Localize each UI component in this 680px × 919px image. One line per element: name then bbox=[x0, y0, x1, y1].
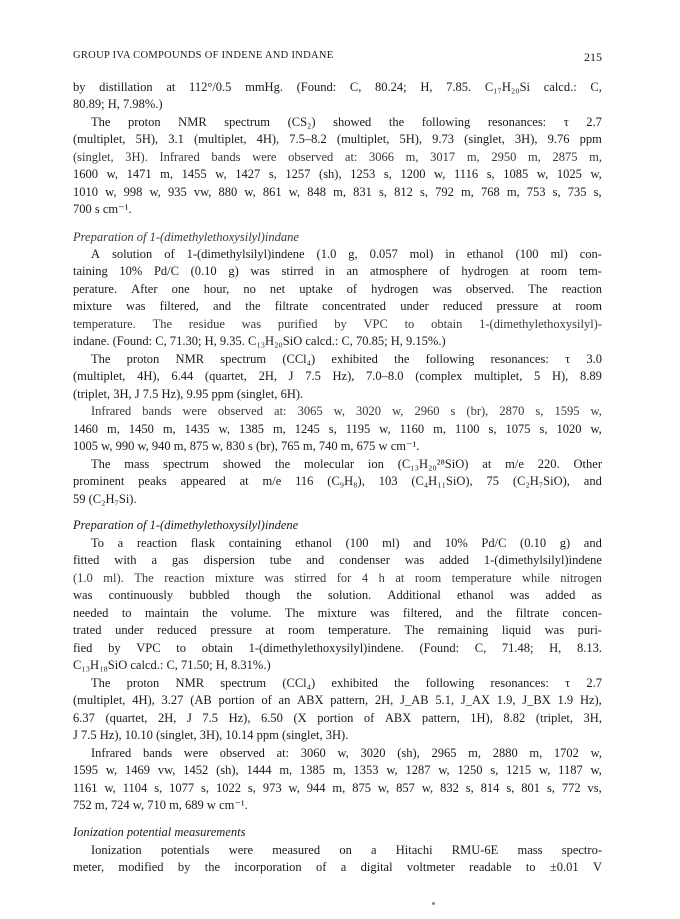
text-line: (multiplet, 4H), 6.44 (quartet, 2H, J 7.5 Hz), 7.0–8.0 (complex multiplet, 5 H), 8.89 bbox=[73, 369, 602, 383]
text-line: fied by VPC to obtain 1-(dimethylethoxysilyl)indene. (Found: C, 71.48; H, 8.13. bbox=[73, 641, 602, 655]
text-line: (singlet, 3H). Infrared bands were observed at: 3066 m, 3017 m, 2950 m, 2875 m, bbox=[73, 150, 602, 164]
text-line: perature. After one hour, no net uptake of hydrogen was observed. The reaction bbox=[73, 282, 602, 296]
text-line: 6.37 (quartet, 2H, J 7.5 Hz), 6.50 (X portion of ABX pattern, 1H), 8.82 (triplet, 3H, bbox=[73, 711, 602, 725]
section-heading: Preparation of 1-(dimethylethoxysilyl)indene bbox=[73, 518, 299, 532]
running-head: GROUP IVA COMPOUNDS OF INDENE AND INDANE bbox=[73, 50, 334, 61]
text-line: 59 (C₂H₇Si). bbox=[73, 492, 137, 506]
text-line: (multiplet, 4H), 3.27 (AB portion of an ABX pattern, 2H, J_AB 5.1, J_AX 1.9, J_BX 1.9 Hz), bbox=[73, 693, 602, 707]
text-line: fitted with a gas dispersion tube and condenser was added 1-(dimethylsilyl)indene bbox=[73, 553, 602, 567]
speck bbox=[432, 902, 435, 905]
text-line: 1460 m, 1450 m, 1435 w, 1385 m, 1245 s, 1195 w, 1160 m, 1100 s, 1075 s, 1020 w, bbox=[73, 422, 602, 436]
text-line: needed to maintain the volume. The mixture was filtered, and the filtrate concen- bbox=[73, 606, 602, 620]
text-line: 752 m, 724 w, 710 m, 689 w cm⁻¹. bbox=[73, 798, 248, 812]
text-line: C₁₃H₁₈SiO calcd.: C, 71.50; H, 8.31%.) bbox=[73, 658, 271, 672]
text-line: The proton NMR spectrum (CCl₄) exhibited the following resonances: τ 3.0 bbox=[91, 352, 602, 366]
text-line: Infrared bands were observed at: 3065 w, 3020 w, 2960 s (br), 2870 s, 1595 w, bbox=[91, 404, 602, 418]
text-line: 700 s cm⁻¹. bbox=[73, 202, 132, 216]
page-number: 215 bbox=[584, 50, 602, 64]
text-line: mixture was filtered, and the filtrate concentrated under reduced pressure at room bbox=[73, 299, 602, 313]
text-line: prominent peaks appeared at m/e 116 (C₉H₈), 103 (C₄H₁₁SiO), 75 (C₂H₇SiO), and bbox=[73, 474, 602, 488]
text-line: (1.0 ml). The reaction mixture was stirred for 4 h at room temperature while nitrogen bbox=[73, 571, 602, 585]
text-line: A solution of 1-(dimethylsilyl)indene (1.0 g, 0.057 mol) in ethanol (100 ml) con- bbox=[91, 247, 602, 261]
text-line: The proton NMR spectrum (CCl₄) exhibited the following resonances: τ 2.7 bbox=[91, 676, 602, 690]
text-line: 1005 w, 990 w, 940 m, 875 w, 830 s (br), 765 m, 740 m, 675 w cm⁻¹. bbox=[73, 439, 420, 453]
text-line: meter, modified by the incorporation of a digital voltmeter readable to ±0.01 V bbox=[73, 860, 602, 874]
text-line: The mass spectrum showed the molecular ion (C₁₃H₂₀²⁸SiO) at m/e 220. Other bbox=[91, 457, 602, 471]
text-line: trated under reduced pressure at room temperature. The remaining liquid was puri- bbox=[73, 623, 602, 637]
text-line: (triplet, 3H, J 7.5 Hz), 9.95 ppm (singlet, 6H). bbox=[73, 387, 304, 401]
text-line: 1010 w, 998 w, 935 vw, 880 w, 861 w, 848 m, 831 s, 812 s, 792 m, 768 m, 753 s, 735 s, bbox=[73, 185, 602, 199]
text-line: The proton NMR spectrum (CS₂) showed the following resonances: τ 2.7 bbox=[91, 115, 602, 129]
text-line: Ionization potentials were measured on a Hitachi RMU-6E mass spectro- bbox=[91, 843, 602, 857]
text-line: 1595 w, 1469 vw, 1452 (sh), 1444 m, 1385 m, 1353 w, 1287 w, 1250 s, 1215 w, 1187 w, bbox=[73, 763, 602, 777]
text-line: (multiplet, 5H), 3.1 (multiplet, 4H), 7.5–8.2 (multiplet, 5H), 9.73 (singlet, 3H), 9.76 ppm bbox=[73, 132, 602, 146]
section-heading: Ionization potential measurements bbox=[73, 825, 246, 839]
text-line: temperature. The residue was purified by VPC to obtain 1-(dimethylethoxysilyl)- bbox=[73, 317, 602, 331]
text-line: J 7.5 Hz), 10.10 (singlet, 3H), 10.14 ppm (singlet, 3H). bbox=[73, 728, 349, 742]
text-line: was continuously bubbled though the solution. Additional ethanol was added as bbox=[73, 588, 602, 602]
text-line: indane. (Found: C, 71.30; H, 9.35. C₁₃H₂₀SiO calcd.: C, 70.85; H, 9.15%.) bbox=[73, 334, 446, 348]
text-line: by distillation at 112°/0.5 mmHg. (Found: C, 80.24; H, 7.85. C₁₇H₂₀Si calcd.: C, bbox=[73, 80, 602, 94]
page-header bbox=[73, 50, 602, 66]
text-line: taining 10% Pd/C (0.10 g) was stirred in an atmosphere of hydrogen at room tem- bbox=[73, 264, 602, 278]
text-line: Infrared bands were observed at: 3060 w, 3020 (sh), 2965 m, 2880 m, 1702 w, bbox=[91, 746, 602, 760]
text-line: 1600 w, 1471 m, 1455 w, 1427 s, 1257 (sh), 1253 s, 1200 w, 1116 s, 1085 w, 1025 w, bbox=[73, 167, 602, 181]
text-line: 1161 w, 1104 s, 1077 s, 1022 s, 973 w, 944 m, 875 w, 857 w, 832 s, 814 s, 801 s, 772 vs, bbox=[73, 781, 602, 795]
text-line: To a reaction flask containing ethanol (100 ml) and 10% Pd/C (0.10 g) and bbox=[91, 536, 602, 550]
section-heading: Preparation of 1-(dimethylethoxysilyl)indane bbox=[73, 230, 299, 244]
text-line: 80.89; H, 7.98%.) bbox=[73, 97, 163, 111]
